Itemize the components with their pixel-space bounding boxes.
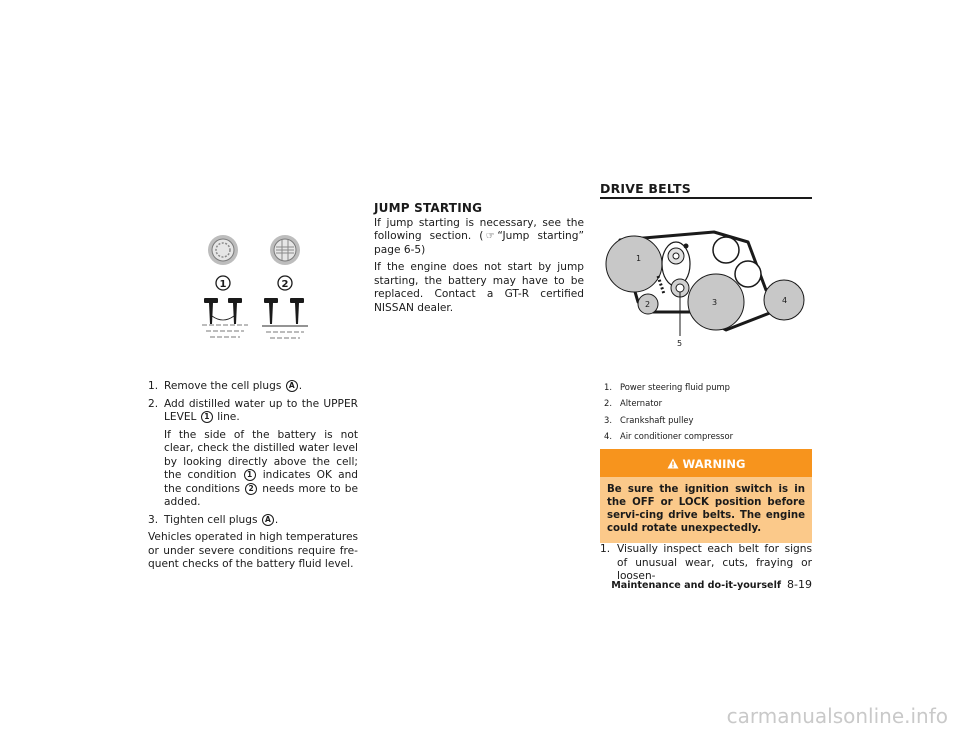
battery-steps-list	[148, 380, 358, 527]
battery-fluid-note: Vehicles operated in high temperatures or under severe conditions require fre-quent checks of the battery fluid level.	[148, 531, 358, 570]
warning-box	[600, 449, 812, 543]
drive-belt-diagram	[598, 220, 812, 352]
svg-text:1: 1	[219, 279, 227, 290]
step-2: 2. Add distilled water up to the UPPER LEVEL 1 line. If the side of the battery is not clear, check the distilled water level by looking directly above the cell; the condition 1 indicates OK and the conditions 2 needs more to be added.	[148, 397, 359, 508]
inspect-step-1: 1. Visually inspect each belt for signs of unusual wear, cuts, fraying or loosen-	[600, 543, 812, 582]
step-number: 1.	[148, 380, 159, 392]
diagram-label-1: 1	[636, 254, 642, 263]
battery-steps-section	[148, 380, 358, 572]
step-2-detail: If the side of the battery is not clear, check the distilled water level by looking directly above the cell; the condition 1 indicates OK and the conditions 2 needs more to be added.	[164, 428, 359, 508]
marker-1: 1	[244, 469, 256, 481]
diagram-label-5: 5	[677, 339, 683, 348]
pulley-idler-right	[735, 261, 761, 287]
drive-belts-heading-rule	[600, 197, 812, 199]
diagram-label-2: 2	[645, 300, 651, 309]
pulley-power-steering	[606, 236, 662, 292]
warning-title: WARNING	[682, 457, 746, 471]
marker-1: 1	[201, 411, 213, 423]
marker-a: A	[286, 380, 298, 392]
part-item: 1. Power steering fluid pump	[604, 382, 730, 392]
watermark[interactable]: carmanualsonline.info	[726, 704, 948, 728]
jump-starting-heading: JUMP STARTING	[374, 201, 483, 215]
step-number: 3.	[148, 513, 159, 526]
step-number: 2.	[148, 397, 159, 410]
condition-label-2	[278, 276, 292, 290]
cell-plug-left	[208, 235, 238, 265]
reference-icon: ☞	[485, 231, 495, 242]
warning-icon	[667, 458, 679, 469]
page-footer	[600, 578, 812, 591]
diagram-label-3: 3	[712, 298, 718, 307]
marker-2: 2	[245, 483, 257, 495]
drive-belts-heading: DRIVE BELTS	[600, 181, 691, 196]
cell-profile-ok	[204, 298, 242, 324]
part-item: 4. Air conditioner compressor	[604, 431, 734, 442]
diagram-label-4: 4	[782, 296, 788, 305]
battery-replace-paragraph: If the engine does not start by jump starting, the battery may have to be replaced. Contact a GT-R certified NISSAN dealer.	[374, 261, 584, 314]
warning-header	[600, 449, 812, 477]
water-level-low	[262, 326, 308, 338]
pulley-idler-upper	[713, 237, 739, 263]
jump-starting-section	[374, 202, 584, 315]
warning-text: Be sure the ignition switch is in the OFF or LOCK position before servi-cing drive belts. The engine could rotate unexpectedly.	[600, 477, 812, 543]
jump-starting-paragraph: If jump starting is necessary, see the following section. ( ☞ “Jump starting” page 6-5)	[374, 216, 584, 256]
marker-a: A	[262, 514, 274, 526]
svg-text:2: 2	[281, 279, 289, 290]
water-level-ok	[202, 325, 248, 337]
page-number: 8-19	[787, 578, 812, 591]
step-3: 3. Tighten cell plugs A .	[148, 513, 279, 526]
jump-starting-link[interactable]: “Jump starting” page 6-5)	[374, 230, 584, 256]
part-item: 2. Alternator	[604, 398, 663, 409]
part-item: 3. Crankshaft pulley	[604, 414, 694, 425]
auto-tensioner	[658, 242, 690, 297]
section-title: Maintenance and do-it-yourself	[611, 580, 782, 591]
cell-profile-low	[264, 298, 304, 324]
battery-cell-illustration	[190, 232, 330, 347]
step-1: 1. Remove the cell plugs A .	[148, 380, 303, 392]
condition-label-1	[216, 276, 230, 290]
cell-plug-right	[270, 235, 300, 265]
